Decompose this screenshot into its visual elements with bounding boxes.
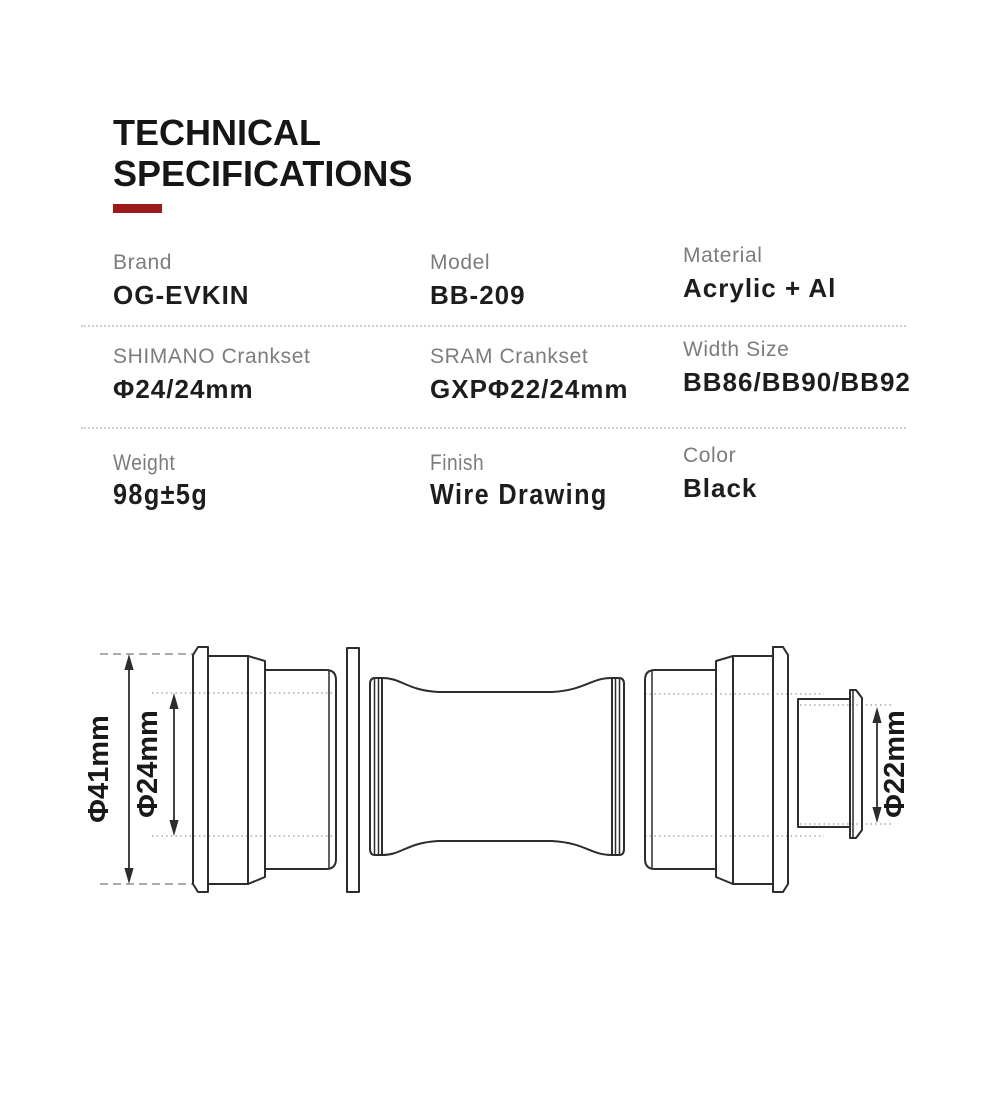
spec-value: 98g±5g xyxy=(113,479,209,511)
spec-label: Model xyxy=(430,251,491,274)
spec-value: OG-EVKIN xyxy=(113,280,250,310)
sleeve-right-rim xyxy=(612,678,624,855)
arrow-down-icon xyxy=(169,820,178,836)
spec-cell-color xyxy=(683,444,757,503)
spec-separator xyxy=(81,427,906,429)
adapter-flange xyxy=(850,690,862,838)
spec-label: Width Size xyxy=(683,338,790,361)
spec-value: BB-209 xyxy=(430,280,526,310)
title-accent-bar xyxy=(113,204,162,213)
cup-flange xyxy=(193,647,208,892)
dim-shimano-spindle xyxy=(132,693,179,836)
spec-value: Black xyxy=(683,473,758,503)
dim-shell-diameter xyxy=(83,654,134,884)
spec-label: SHIMANO Crankset xyxy=(113,345,311,368)
dim-phi24-label: Φ24mm xyxy=(132,710,164,818)
center-sleeve xyxy=(370,678,624,855)
cup-ridge-band xyxy=(248,656,265,884)
spec-cell-finish xyxy=(430,451,608,510)
dim-sram-spindle xyxy=(872,707,911,823)
cup-body xyxy=(208,656,248,884)
arrow-down-icon xyxy=(124,868,133,884)
spec-separator xyxy=(81,325,906,327)
left-cup xyxy=(193,647,336,892)
arrow-up-icon xyxy=(124,654,133,670)
spec-label: Material xyxy=(683,244,763,267)
cup-insert-cylinder xyxy=(265,670,336,869)
right-cup xyxy=(645,647,788,892)
spec-label: Color xyxy=(683,444,737,467)
dim-phi22-label: Φ22mm xyxy=(879,710,911,818)
page-title xyxy=(113,112,412,194)
spec-label: Finish xyxy=(430,450,485,475)
spec-cell-width-size xyxy=(683,338,911,397)
spec-value: Φ24/24mm xyxy=(113,374,254,404)
sleeve-top-curve xyxy=(382,678,612,692)
spec-cell-sram-crankset xyxy=(430,345,629,404)
spec-value: Wire Drawing xyxy=(430,479,608,511)
spec-label: Weight xyxy=(113,450,176,475)
spec-value: BB86/BB90/BB92 xyxy=(683,367,911,397)
gxp-adapter xyxy=(798,690,862,838)
spec-value: Acrylic + Al xyxy=(683,273,837,303)
spec-label: Brand xyxy=(113,251,173,274)
arrow-up-icon xyxy=(169,693,178,709)
spec-value: GXPΦ22/24mm xyxy=(430,374,629,404)
title-line-2: SPECIFICATIONS xyxy=(113,153,413,194)
spec-cell-model xyxy=(430,251,526,310)
sleeve-bottom-curve xyxy=(382,841,612,855)
dim-phi41-label: Φ41mm xyxy=(83,715,115,823)
adapter-body xyxy=(798,699,850,827)
sleeve-left-rim xyxy=(370,678,382,855)
spec-cell-weight xyxy=(113,451,208,510)
spec-cell-material xyxy=(683,244,836,303)
spec-label: SRAM Crankset xyxy=(430,345,589,368)
spec-cell-shimano-crankset xyxy=(113,345,310,404)
spacer-plate xyxy=(347,648,359,892)
spec-cell-brand xyxy=(113,251,250,310)
title-line-1: TECHNICAL xyxy=(113,112,321,153)
technical-drawing xyxy=(0,630,1000,920)
